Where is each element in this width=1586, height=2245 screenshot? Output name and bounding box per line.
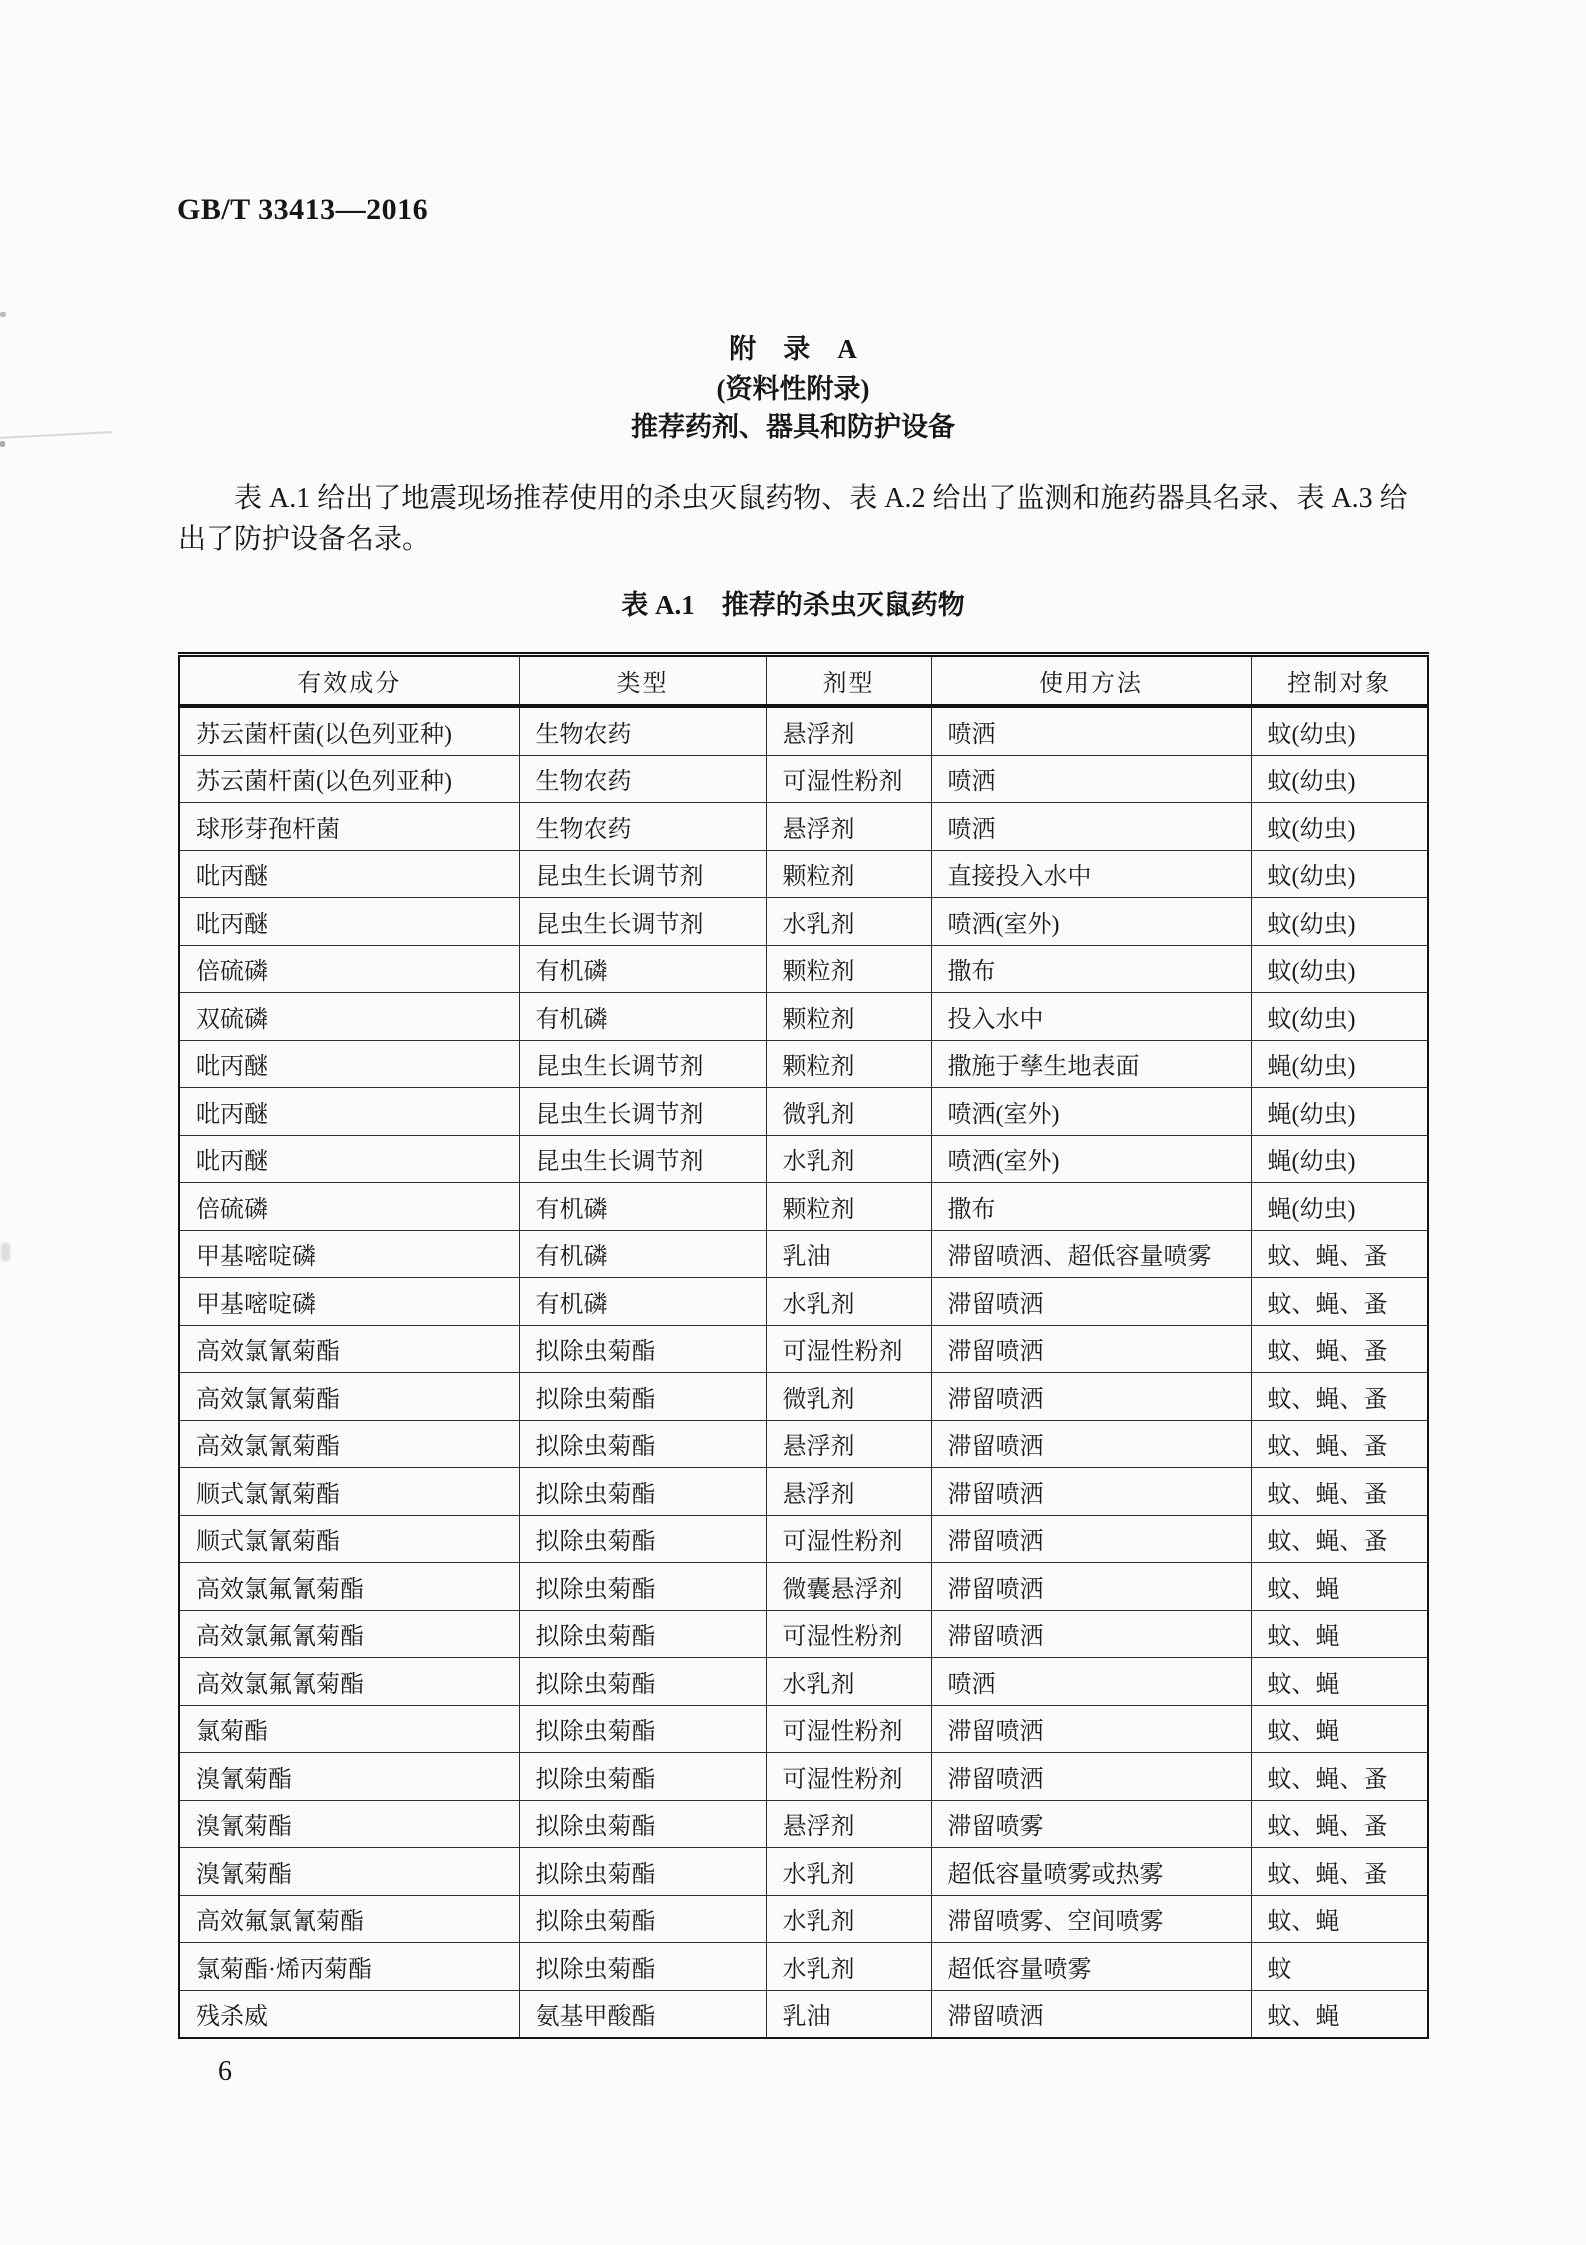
table-cell: 蚊、蝇、蚤: [1251, 1468, 1428, 1516]
table-cell: 蚊(幼虫): [1251, 993, 1428, 1041]
table-cell: 拟除虫菊酯: [519, 1563, 766, 1611]
table-cell: 超低容量喷雾: [931, 1943, 1251, 1991]
table-cell: 蚊(幼虫): [1251, 850, 1428, 898]
table-cell: 有机磷: [519, 945, 766, 993]
col-header-formulation: 剂型: [766, 655, 931, 707]
table-cell: 悬浮剂: [766, 1800, 931, 1848]
table-cell: 投入水中: [931, 993, 1251, 1041]
appendix-title: 附 录 A: [729, 334, 857, 364]
table-cell: 蚊、蝇、蚤: [1251, 1278, 1428, 1326]
table-cell: 蚊(幼虫): [1251, 706, 1428, 755]
table-cell: 可湿性粉剂: [766, 1753, 931, 1801]
table-cell: 蝇(幼虫): [1251, 1040, 1428, 1088]
table-cell: 高效氯氰菊酯: [179, 1420, 519, 1468]
table-cell: 蝇(幼虫): [1251, 1135, 1428, 1183]
table-cell: 滞留喷洒: [931, 1705, 1251, 1753]
table-cell: 拟除虫菊酯: [519, 1753, 766, 1801]
table-row: [179, 945, 1428, 993]
table-cell: 乳油: [766, 1990, 931, 2038]
table-cell: 可湿性粉剂: [766, 755, 931, 803]
table-cell: 蚊: [1251, 1943, 1428, 1991]
table-caption: 表 A.1 推荐的杀虫灭鼠药物: [621, 590, 965, 620]
table-row: [179, 1468, 1428, 1516]
table-row: [179, 1943, 1428, 1991]
table-cell: 可湿性粉剂: [766, 1325, 931, 1373]
table-cell: 水乳剂: [766, 898, 931, 946]
table-cell: 喷洒(室外): [931, 1135, 1251, 1183]
table-cell: 水乳剂: [766, 1135, 931, 1183]
table-cell: 滞留喷洒: [931, 1373, 1251, 1421]
table-cell: 水乳剂: [766, 1658, 931, 1706]
table-cell: 蚊、蝇: [1251, 1610, 1428, 1658]
table-cell: 蚊、蝇、蚤: [1251, 1800, 1428, 1848]
table-row: [179, 706, 1428, 755]
table-row: [179, 1278, 1428, 1326]
table-row: [179, 1230, 1428, 1278]
table-cell: 水乳剂: [766, 1895, 931, 1943]
intro-line-1: 表 A.1 给出了地震现场推荐使用的杀虫灭鼠药物、表 A.2 给出了监测和施药器具名录、表 A.3 给: [234, 483, 1408, 514]
table-cell: 蚊(幼虫): [1251, 898, 1428, 946]
table-cell: 有机磷: [519, 1278, 766, 1326]
table-cell: 拟除虫菊酯: [519, 1943, 766, 1991]
table-cell: 蚊、蝇、蚤: [1251, 1515, 1428, 1563]
table-cell: 有机磷: [519, 1230, 766, 1278]
table-row: [179, 1753, 1428, 1801]
table-cell: 有机磷: [519, 1183, 766, 1231]
table-cell: 蚊、蝇: [1251, 1895, 1428, 1943]
table-cell: 微囊悬浮剂: [766, 1563, 931, 1611]
table-cell: 生物农药: [519, 755, 766, 803]
table-cell: 溴氰菊酯: [179, 1753, 519, 1801]
table-a1: [178, 652, 1429, 2039]
table-cell: 乳油: [766, 1230, 931, 1278]
table-cell: 苏云菌杆菌(以色列亚种): [179, 706, 519, 755]
table-cell: 微乳剂: [766, 1373, 931, 1421]
intro-line-2: 出了防护设备名录。: [178, 524, 431, 555]
table-header: [179, 655, 1428, 707]
appendix-subtitle: (资料性附录): [716, 374, 870, 404]
col-header-usage-method: 使用方法: [931, 655, 1251, 707]
table-cell: 滞留喷雾、空间喷雾: [931, 1895, 1251, 1943]
table-cell: 昆虫生长调节剂: [519, 850, 766, 898]
table-row: [179, 1373, 1428, 1421]
table-cell: 拟除虫菊酯: [519, 1468, 766, 1516]
table-cell: 水乳剂: [766, 1943, 931, 1991]
table-cell: 喷洒(室外): [931, 898, 1251, 946]
table-cell: 拟除虫菊酯: [519, 1373, 766, 1421]
table-cell: 残杀威: [179, 1990, 519, 2038]
table-row: [179, 1563, 1428, 1611]
table-cell: 蚊、蝇: [1251, 1705, 1428, 1753]
table-cell: 撒施于孳生地表面: [931, 1040, 1251, 1088]
table-cell: 昆虫生长调节剂: [519, 1040, 766, 1088]
col-header-target: 控制对象: [1251, 655, 1428, 707]
col-header-type: 类型: [519, 655, 766, 707]
table-cell: 可湿性粉剂: [766, 1515, 931, 1563]
table-cell: 拟除虫菊酯: [519, 1800, 766, 1848]
table-cell: 球形芽孢杆菌: [179, 803, 519, 851]
table-row: [179, 1990, 1428, 2038]
table-cell: 滞留喷洒: [931, 1468, 1251, 1516]
table-cell: 高效氯氰菊酯: [179, 1373, 519, 1421]
table-cell: 蚊、蝇、蚤: [1251, 1848, 1428, 1896]
table-cell: 蝇(幼虫): [1251, 1088, 1428, 1136]
table-cell: 滞留喷洒: [931, 1515, 1251, 1563]
table-cell: 蚊、蝇、蚤: [1251, 1325, 1428, 1373]
table-cell: 蚊、蝇、蚤: [1251, 1420, 1428, 1468]
table-row: [179, 898, 1428, 946]
table-cell: 微乳剂: [766, 1088, 931, 1136]
table-cell: 滞留喷雾: [931, 1800, 1251, 1848]
table-cell: 昆虫生长调节剂: [519, 1088, 766, 1136]
table-cell: 蝇(幼虫): [1251, 1183, 1428, 1231]
table-cell: 吡丙醚: [179, 850, 519, 898]
table-cell: 悬浮剂: [766, 803, 931, 851]
col-header-active-ingredient: 有效成分: [179, 655, 519, 707]
table-cell: 氨基甲酸酯: [519, 1990, 766, 2038]
scan-artifact: [1, 1243, 10, 1261]
table-cell: 昆虫生长调节剂: [519, 1135, 766, 1183]
table-cell: 喷洒: [931, 706, 1251, 755]
table-row: [179, 1705, 1428, 1753]
standard-code: GB/T 33413—2016: [177, 193, 429, 226]
table-cell: 喷洒(室外): [931, 1088, 1251, 1136]
table-cell: 生物农药: [519, 706, 766, 755]
table-cell: 滞留喷洒: [931, 1420, 1251, 1468]
table-cell: 直接投入水中: [931, 850, 1251, 898]
table-cell: 蚊、蝇、蚤: [1251, 1373, 1428, 1421]
table-cell: 吡丙醚: [179, 1135, 519, 1183]
table-cell: 喷洒: [931, 803, 1251, 851]
table-cell: 拟除虫菊酯: [519, 1705, 766, 1753]
table-cell: 滞留喷洒: [931, 1278, 1251, 1326]
table-cell: 蚊(幼虫): [1251, 755, 1428, 803]
table-cell: 蚊、蝇: [1251, 1990, 1428, 2038]
table-cell: 倍硫磷: [179, 1183, 519, 1231]
table-cell: 可湿性粉剂: [766, 1610, 931, 1658]
table-row: [179, 1183, 1428, 1231]
table-cell: 拟除虫菊酯: [519, 1610, 766, 1658]
table-cell: 滞留喷洒: [931, 1610, 1251, 1658]
table-header-row: [179, 655, 1428, 707]
table-body: [179, 706, 1428, 2038]
table-row: [179, 850, 1428, 898]
table-cell: 颗粒剂: [766, 945, 931, 993]
table-row: [179, 1088, 1428, 1136]
table-cell: 拟除虫菊酯: [519, 1325, 766, 1373]
table-cell: 生物农药: [519, 803, 766, 851]
table-cell: 悬浮剂: [766, 1468, 931, 1516]
table-cell: 蚊、蝇、蚤: [1251, 1753, 1428, 1801]
table-row: [179, 1800, 1428, 1848]
table-cell: 颗粒剂: [766, 1040, 931, 1088]
table-cell: 氯菊酯·烯丙菊酯: [179, 1943, 519, 1991]
table-row: [179, 1895, 1428, 1943]
table-cell: 昆虫生长调节剂: [519, 898, 766, 946]
table-cell: 颗粒剂: [766, 1183, 931, 1231]
table-cell: 拟除虫菊酯: [519, 1895, 766, 1943]
table-cell: 拟除虫菊酯: [519, 1848, 766, 1896]
table-cell: 甲基嘧啶磷: [179, 1278, 519, 1326]
table-cell: 溴氰菊酯: [179, 1848, 519, 1896]
table-cell: 拟除虫菊酯: [519, 1658, 766, 1706]
intro-paragraph: [178, 478, 1431, 560]
table-row: [179, 1658, 1428, 1706]
table-row: [179, 1135, 1428, 1183]
table-row: [179, 1848, 1428, 1896]
pesticide-table: [178, 652, 1429, 2039]
table-cell: 滞留喷洒: [931, 1563, 1251, 1611]
table-cell: 超低容量喷雾或热雾: [931, 1848, 1251, 1896]
table-row: [179, 1040, 1428, 1088]
table-cell: 溴氰菊酯: [179, 1800, 519, 1848]
table-row: [179, 755, 1428, 803]
table-cell: 双硫磷: [179, 993, 519, 1041]
table-cell: 可湿性粉剂: [766, 1705, 931, 1753]
table-cell: 倍硫磷: [179, 945, 519, 993]
table-cell: 顺式氯氰菊酯: [179, 1515, 519, 1563]
table-row: [179, 803, 1428, 851]
table-cell: 蚊、蝇: [1251, 1563, 1428, 1611]
table-cell: 高效氯氟氰菊酯: [179, 1610, 519, 1658]
table-cell: 蚊、蝇、蚤: [1251, 1230, 1428, 1278]
table-cell: 高效氯氟氰菊酯: [179, 1658, 519, 1706]
appendix-heading: 推荐药剂、器具和防护设备: [631, 412, 955, 442]
table-cell: 水乳剂: [766, 1848, 931, 1896]
scan-artifact: [0, 312, 6, 317]
table-cell: 滞留喷洒: [931, 1325, 1251, 1373]
table-cell: 顺式氯氰菊酯: [179, 1468, 519, 1516]
table-cell: 喷洒: [931, 1658, 1251, 1706]
table-cell: 甲基嘧啶磷: [179, 1230, 519, 1278]
table-row: [179, 1515, 1428, 1563]
table-row: [179, 993, 1428, 1041]
table-cell: 悬浮剂: [766, 1420, 931, 1468]
table-cell: 高效氟氯氰菊酯: [179, 1895, 519, 1943]
table-cell: 滞留喷洒: [931, 1990, 1251, 2038]
table-cell: 高效氯氟氰菊酯: [179, 1563, 519, 1611]
table-cell: 苏云菌杆菌(以色列亚种): [179, 755, 519, 803]
table-cell: 蚊(幼虫): [1251, 945, 1428, 993]
table-row: [179, 1420, 1428, 1468]
table-cell: 颗粒剂: [766, 993, 931, 1041]
table-cell: 喷洒: [931, 755, 1251, 803]
table-cell: 拟除虫菊酯: [519, 1420, 766, 1468]
table-cell: 悬浮剂: [766, 706, 931, 755]
table-cell: 滞留喷洒: [931, 1753, 1251, 1801]
table-row: [179, 1610, 1428, 1658]
table-cell: 有机磷: [519, 993, 766, 1041]
table-cell: 撒布: [931, 945, 1251, 993]
page-number: 6: [218, 2056, 232, 2087]
table-cell: 吡丙醚: [179, 1088, 519, 1136]
table-cell: 高效氯氰菊酯: [179, 1325, 519, 1373]
table-cell: 撒布: [931, 1183, 1251, 1231]
table-cell: 拟除虫菊酯: [519, 1515, 766, 1563]
table-cell: 蚊、蝇: [1251, 1658, 1428, 1706]
table-cell: 吡丙醚: [179, 1040, 519, 1088]
table-cell: 水乳剂: [766, 1278, 931, 1326]
table-cell: 滞留喷洒、超低容量喷雾: [931, 1230, 1251, 1278]
table-cell: 蚊(幼虫): [1251, 803, 1428, 851]
table-row: [179, 1325, 1428, 1373]
table-cell: 吡丙醚: [179, 898, 519, 946]
table-cell: 氯菊酯: [179, 1705, 519, 1753]
table-cell: 颗粒剂: [766, 850, 931, 898]
